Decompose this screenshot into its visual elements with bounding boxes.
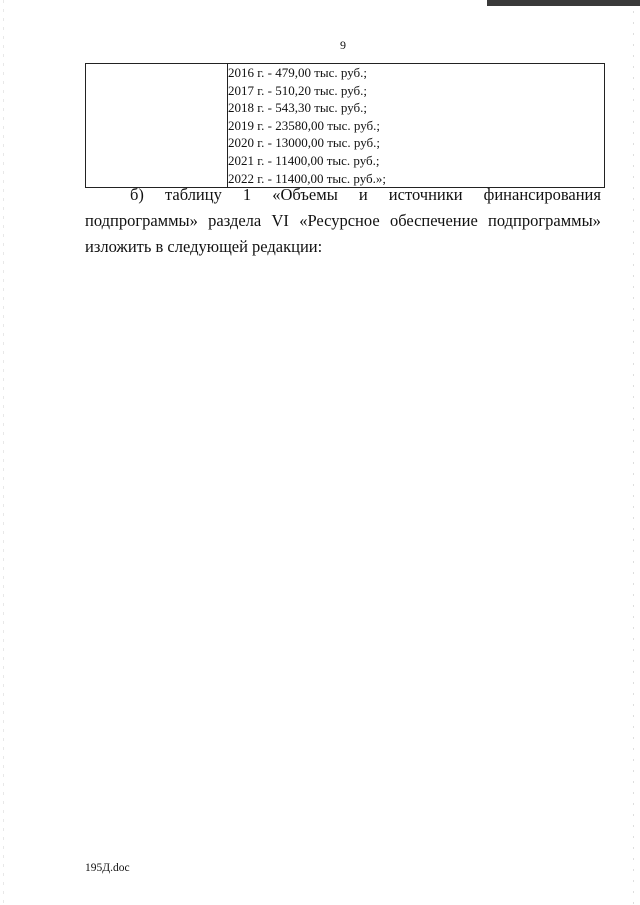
year-value-2022: 2022 г. - 11400,00 тыс. руб.»; (228, 170, 387, 186)
funding-table (85, 63, 605, 188)
table-values-cell (228, 64, 605, 188)
year-value-2017: 2017 г. - 510,20 тыс. руб.; (228, 82, 368, 98)
word: «Ресурсное (299, 211, 380, 230)
word: «Объемы (272, 185, 338, 204)
year-value-2018: 2018 г. - 543,30 тыс. руб.; (228, 100, 368, 116)
year-value-2016: 2016 г. - 479,00 тыс. руб.; (228, 65, 368, 80)
scan-top-mark (487, 0, 640, 6)
scan-edge-right (633, 0, 634, 905)
table-row (86, 64, 605, 188)
paragraph-line-1 (85, 182, 601, 208)
word: таблицу (164, 185, 222, 204)
word: обеспечение (389, 211, 478, 230)
year-value-2021: 2021 г. - 11400,00 тыс. руб.; (228, 152, 380, 168)
year-value-2020: 2020 г. - 13000,00 тыс. руб.; (228, 135, 381, 151)
word: и (358, 185, 368, 204)
year-value-2019: 2019 г. - 23580,00 тыс. руб.; (228, 117, 381, 133)
word: финансирования (483, 185, 601, 204)
paragraph-line-2 (85, 208, 601, 234)
word: источники (388, 185, 463, 204)
body-paragraph (85, 182, 601, 260)
word: VI (271, 211, 289, 230)
footer-filename: 195Д.doc (85, 862, 130, 874)
word: подпрограммы» (85, 211, 198, 230)
word: подпрограммы» (488, 211, 601, 230)
scan-edge-left (3, 0, 4, 905)
page-number: 9 (340, 38, 346, 52)
word: раздела (208, 211, 262, 230)
table-left-cell (86, 64, 228, 188)
word: 1 (242, 185, 252, 204)
word: б) (130, 185, 144, 204)
paragraph-line-3: изложить в следующей редакции: (85, 237, 323, 256)
